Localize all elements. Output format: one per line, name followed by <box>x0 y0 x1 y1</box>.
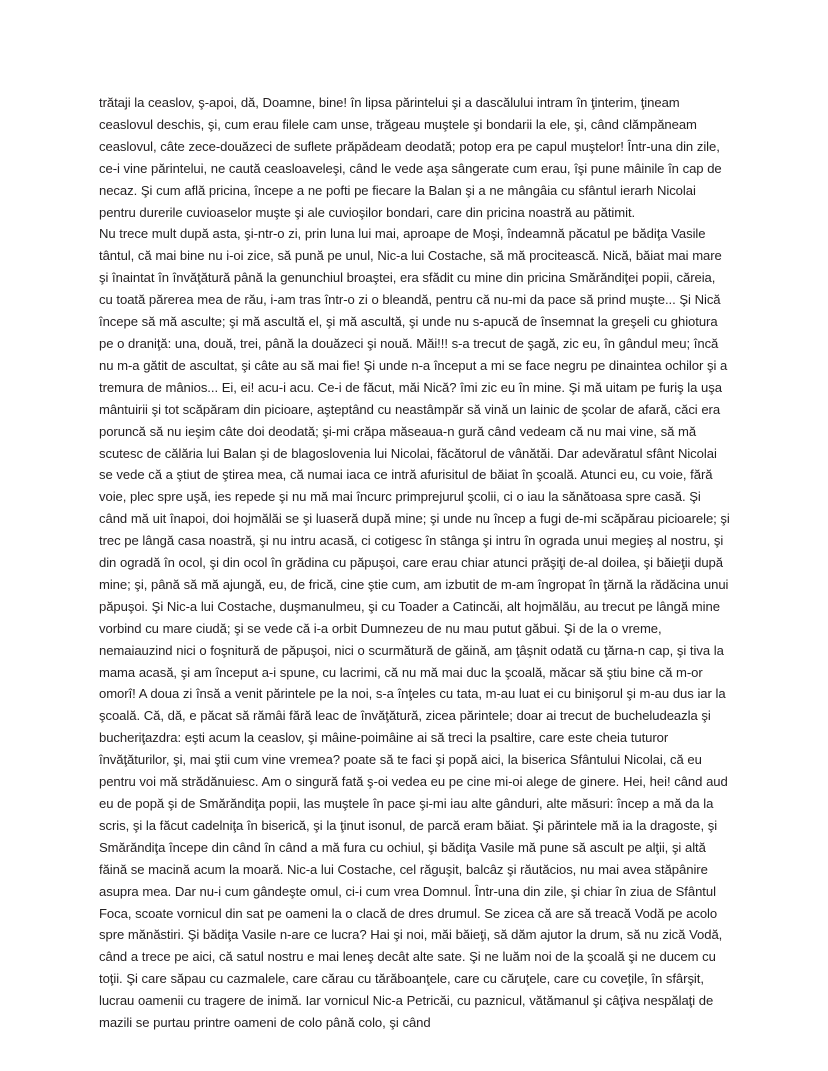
paragraph-2: Nu trece mult după asta, şi-ntr-o zi, prin luna lui mai, aproape de Moşi, îndeamnă păcatul pe bădiţa Vasile tântul, că mai bine nu i-oi zice, să pună pe unul, Nic-a lui Costache, să mă procitească. Nică, băiat mai mare şi înaintat în învăţătură până la genunchiul broaştei, era sfădit cu mine din pricina Smărăndiţei popii, căreia, cu toată părerea mea de rău, i-am tras într-o zi o bleandă, pentru că nu-mi da pace să prind muşte... Şi Nică începe să mă asculte; şi mă ascultă el, şi mă ascultă, şi unde nu s-apucă de însemnat la greşeli cu ghiotura pe o draniţă: una, două, trei, până la douăzeci şi nouă. Măi!!! s-a trecut de şagă, zic eu, în gândul meu; încă nu m-a gătit de ascultat, şi câte au să mai fie! Şi unde n-a început a mi se face negru pe dinaintea ochilor şi a tremura de mânios... Ei, ei! acu-i acu. Ce-i de făcut, măi Nică? îmi zic eu în mine. Şi mă uitam pe furiş la uşa mântuirii şi tot scăpăram din picioare, aşteptând cu neastâmpăr să vină un lainic de şcolar de afară, căci era poruncă să nu ieşim câte doi deodată; şi-mi crăpa măseaua-n gură când vedeam că nu mai vine, să mă scutesc de călăria lui Balan şi de blagoslovenia lui Nicolai, făcătorul de vânătăi. Dar adevăratul sfânt Nicolai se vede că a ştiut de ştirea mea, că numai iaca ce intră afurisitul de băiat în şcoală. Atunci eu, cu voie, fără voie, plec spre uşă, ies repede şi nu mă mai încurc primprejurul şcolii, ci o iau la sănătoasa spre casă. Şi când mă uit înapoi, doi hojmălăi se şi luaseră după mine; şi unde nu încep a fugi de-mi scăpărau picioarele; şi trec pe lângă casa noastră, şi nu intru acasă, ci cotigesc în stânga şi intru în ograda unui megieş al nostru, şi din ogradă în ocol, şi din ocol în grădina cu păpuşoi, care erau chiar atunci prăşiţi de-al doilea, şi băieţii după mine; şi, până să mă ajungă, eu, de frică, cine ştie cum, am izbutit de m-am îngropat în ţărnă la rădăcina unui păpuşoi. Şi Nic-a lui Costache, duşmanulmeu, şi cu Toader a Catincăi, alt hojmălău, au trecut pe lângă mine vorbind cu mare ciudă; şi se vede că i-a orbit Dumnezeu de nu mau putut găbui. Şi de la o vreme, nemaiauzind nici o foşnitură de păpuşoi, nici o scurmătură de găină, am ţâşnit odată cu ţărna-n cap, şi tiva la mama acasă, şi am început a-i spune, cu lacrimi, că nu mă mai duc la şcoală, măcar să ştiu bine că m-or omorî! A doua zi însă a venit părintele pe la noi, s-a înţeles cu tata, m-au luat ei cu binişorul şi m-au dus iar la şcoală. Că, dă, e păcat să rămâi fără leac de învăţătură, zicea părintele; doar ai trecut de bucheludeazla şi bucheriţazdra: eşti acum la ceaslov, şi mâine-poimâine ai să treci la psaltire, care este cheia tuturor învăţăturilor, şi, mai ştii cum vine vremea? poate să te faci şi popă aici, la biserica Sfântului Nicolai, că eu pentru voi mă strădănuiesc. Am o singură fată ş-oi vedea eu pe cine mi-oi alege de ginere. Hei, hei! când aud eu de popă şi de Smărăndiţa popii, las muştele în pace şi-mi iau alte gânduri, alte măsuri: încep a mă da la scris, şi la făcut cadelniţa în biserică, şi la ţinut isonul, de parcă eram băiat. Şi părintele mă ia la dragoste, şi Smărăndiţa începe din când în când a mă fura cu ochiul, şi bădiţa Vasile mă pune să ascult pe alţii, şi altă făină se macină acum la moară. Nic-a lui Costache, cel răguşit, balcâz şi răutăcios, nu mai avea stăpânire asupra mea. Dar nu-i cum gândeşte omul, ci-i cum vrea Domnul. Într-una din zile, şi chiar în ziua de Sfântul Foca, scoate vornicul din sat pe oameni la o clacă de dres drumul. Se zicea că are să treacă Vodă pe acolo spre mănăstiri. Şi bădiţa Vasile n-are ce lucra? Hai şi noi, măi băieţi, să dăm ajutor la drum, să nu zică Vodă, când a trece pe aici, că satul nostru e mai leneş decât alte sate. Şi ne luăm noi de la şcoală şi ne ducem cu toţii. Şi care săpau cu cazmalele, care cărau cu tărăboanţele, care cu căruţele, care cu coveţile, în sfârşit, lucrau oamenii cu tragere de inimă. Iar vornicul Nic-a Petricăi, cu paznicul, vătămanul şi câţiva nespălaţi de mazili se purtau printre oameni de colo până colo, şi când <box>99 226 730 1031</box>
paragraph-1: trătaji la ceaslov, ş-apoi, dă, Doamne, bine! în lipsa părintelui şi a dascălului intram în ţinterim, ţineam ceaslovul deschis, şi, cum erau filele cam unse, trăgeau muştele şi bondarii la ele, şi, când clămpăneam ceaslovul, câte zece-douăzeci de suflete prăpădeam deodată; potop era pe capul muştelor! Într-una din zile, ce-i vine părintelui, ne caută ceasloaveleşi, când le vede aşa sângerate cum erau, îşi pune mâinile în cap de necaz. Şi cum află pricina, începe a ne pofti pe fiecare la Balan şi a ne mângâia cu sfântul ierarh Nicolai pentru durerile cuvioaselor muşte şi ale cuvioşilor bondari, care din pricina noastră au pătimit. <box>99 95 722 220</box>
